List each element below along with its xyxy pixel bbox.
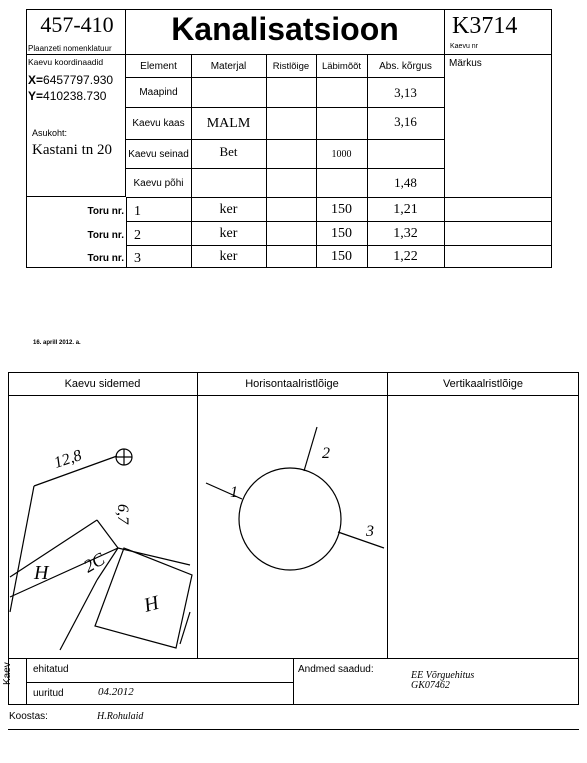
row-element: Kaevu seinad (128, 148, 189, 160)
row-element: Kaevu kaas (132, 118, 185, 129)
well-id: K3714 (452, 13, 518, 39)
th-diameter: Läbimõõt (321, 60, 362, 72)
data-from-line1: EE Võrguehitus (411, 670, 475, 681)
col-links: Kaevu sidemed (64, 378, 141, 390)
row-element: Maapind (139, 87, 178, 98)
author-label: Koostas: (9, 711, 48, 722)
pipe-nr: 1 (134, 204, 141, 219)
row-abs: 3,13 (394, 84, 417, 100)
row-abs: 1,48 (394, 175, 417, 190)
footer-divider-h (26, 682, 293, 683)
pipe-material: ker (219, 249, 238, 264)
pipe-nr: 3 (134, 251, 141, 266)
pipe-diameter: 150 (331, 201, 352, 217)
pipe-material: ker (219, 201, 238, 217)
dimension-label: 12,8 (51, 446, 84, 472)
pipe-abs: 1,21 (393, 201, 418, 217)
th-element: Element (140, 60, 177, 72)
y-value: 410238.730 (43, 89, 107, 103)
x-label: X= (28, 73, 44, 87)
nomenclature-label: Plaanzeti nomenklatuur (28, 44, 112, 53)
vertical-label: Kaev (2, 662, 13, 685)
date-text: 16. aprill 2012. a. (33, 340, 81, 346)
th-cross: Ristlõige (272, 60, 310, 72)
th-material: Materjal (210, 60, 247, 72)
pipe-abs: 1,22 (393, 249, 418, 264)
row-material: Bet (219, 144, 238, 159)
pipe-abs: 1,32 (393, 225, 418, 241)
pipe-diameter: 150 (331, 225, 352, 241)
pipe-label: Toru nr. (87, 253, 124, 264)
th-notes: Märkus (449, 58, 482, 69)
data-from-line2: GK07462 (411, 680, 450, 691)
pipe-marker: 1 (230, 484, 238, 501)
pipe-marker: 3 (366, 523, 374, 540)
y-label: Y= (28, 89, 44, 103)
th-abs: Abs. kõrgus (379, 60, 432, 72)
dimension-label: 2C (80, 548, 109, 577)
site-sketch (10, 446, 192, 650)
footer-divider-v2 (293, 659, 294, 705)
row-diameter: 1000 (331, 148, 352, 160)
row-abs: 3,16 (394, 114, 417, 129)
building-label: H (34, 562, 49, 584)
surveyed-label: uuritud (33, 688, 64, 699)
x-value: 6457797.930 (43, 73, 114, 87)
well-nr-label: Kaevu nr (450, 43, 479, 50)
author-value: H.Rohulaid (97, 711, 144, 722)
col-vertical: Vertikaalristlõige (442, 378, 524, 390)
surveyed-value: 04.2012 (98, 686, 134, 698)
author-row-line (8, 729, 579, 730)
page-title: Kanalisatsioon (171, 11, 399, 47)
pipe-label: Toru nr. (87, 230, 124, 241)
pipe-material: ker (219, 225, 238, 241)
address-label: Asukoht: (32, 128, 68, 138)
pipe-nr: 2 (134, 228, 141, 243)
pipe-label: Toru nr. (87, 206, 124, 217)
pipe-marker: 2 (322, 445, 330, 462)
address: Kastani tn 20 (32, 142, 112, 158)
pipe-diameter: 150 (331, 249, 352, 264)
coords-label: Kaevu koordinaadid (28, 57, 104, 67)
row-material: MALM (206, 115, 251, 131)
row-element: Kaevu põhi (133, 177, 184, 189)
data-from-label: Andmed saadud: (298, 664, 374, 675)
col-horizontal: Horisontaalristlõige (245, 378, 339, 390)
building-label: H (141, 591, 162, 617)
well-circle (239, 468, 341, 570)
sheet-code: 457-410 (40, 12, 114, 37)
built-label: ehitatud (33, 664, 69, 675)
dimension-label: 6,7 (114, 504, 131, 524)
